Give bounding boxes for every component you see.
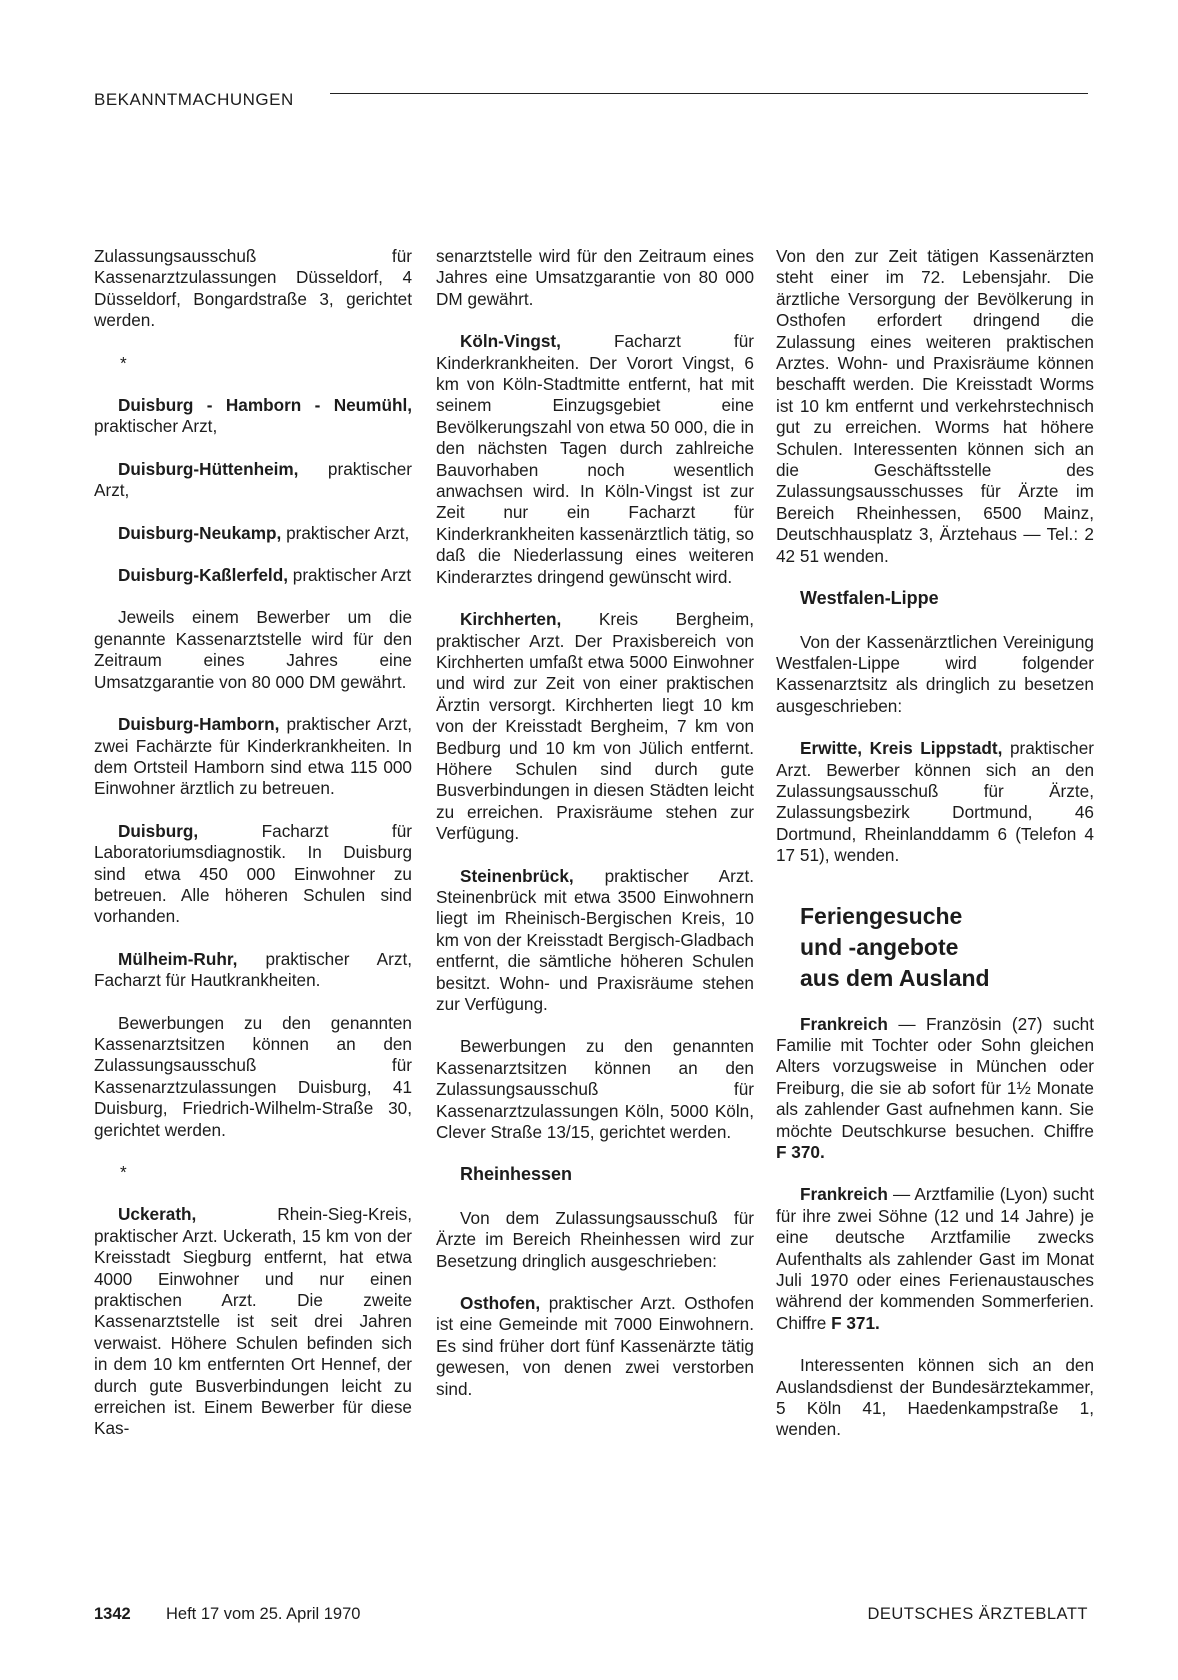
- column-2: [436, 246, 754, 1421]
- listing-text: praktischer Arzt, Facharzt für Hautkrankheiten.: [94, 948, 412, 991]
- listing-location: Duisburg-Neukamp,: [118, 522, 282, 543]
- classified-ad: [776, 1014, 1094, 1164]
- paragraph: Bewerbungen zu den genannten Kassenarztsitzen können an den Zulassungsausschuß für Kassenarztzulassungen Köln, 5000 Köln, Clever Straße 13/15, gerichtet werden.: [436, 1036, 754, 1143]
- ad-text: — Französin (27) sucht Familie mit Tochter oder Sohn gleichen Alters vorzugsweise in München oder Freiburg, die sie ab sofort für 1½ Monate als zahlender Gast aufnehmen kann. Sie möchte Deutschkurse besuchen. Chiffre: [776, 1013, 1094, 1141]
- section-heading-line: aus dem Ausland: [800, 964, 990, 991]
- separator-star: *: [120, 352, 127, 373]
- listing-entry: [94, 565, 412, 586]
- paragraph: senarztstelle wird für den Zeitraum eines Jahres eine Umsatzgarantie von 80 000 DM gewährt.: [436, 246, 754, 309]
- column-3: [776, 246, 1094, 1462]
- paragraph: Jeweils einem Bewerber um die genannte Kassenarztstelle wird für den Zeitraum eines Jahres eine Umsatzgarantie von 80 000 DM gewährt.: [94, 607, 412, 692]
- journal-name: DEUTSCHES ÄRZTEBLATT: [867, 1605, 1088, 1623]
- listing-text: praktischer Arzt. Steinenbrück mit etwa 3500 Einwohnern liegt im Rheinisch-Bergischen Kreis, 10 km von der Kreisstadt Bergisch-Gladbach entfernt, die sämtliche höheren Schulen besitzt. Wohn- und Praxisräume stehen zur Verfügung.: [436, 865, 754, 1014]
- page-footer: [94, 1605, 1088, 1629]
- paragraph: Zulassungsausschuß für Kassenarztzulassungen Düsseldorf, 4 Düsseldorf, Bongardstraße 3, gerichtet werden.: [94, 246, 412, 331]
- separator-star: *: [120, 1162, 127, 1182]
- listing-text: Rhein-Sieg-Kreis, praktischer Arzt. Uckerath, 15 km von der Kreisstadt Siegburg entfernt, hat etwa 4000 Einwohner und nur einen praktischen Arzt. Die zweite Kassenarztstelle ist seit drei Jahren verwaist. Höhere Schulen befinden sich in dem 10 km entfernten Ort Hennef, der durch gute Busverbindungen leicht zu erreichen ist. Einem Bewerber für diese Kas-: [94, 1204, 412, 1439]
- paragraph: Bewerbungen zu den genannten Kassenarztsitzen können an den Zulassungsausschuß für Kassenarztzulassungen Duisburg, 41 Duisburg, Friedrich-Wilhelm-Straße 30, gerichtet werden.: [94, 1012, 412, 1140]
- classified-ad: [776, 1184, 1094, 1334]
- listing-entry: [436, 609, 754, 844]
- listing-location: Duisburg-Hüttenheim,: [118, 458, 299, 479]
- listing-entry: [94, 714, 412, 800]
- paragraph: Von den zur Zeit tätigen Kassenärzten steht einer im 72. Lebensjahr. Die ärztliche Versorgung der Bevölkerung in Osthofen erfordert dringend die Zulassung eines weiteren praktischen Arztes. Wohn- und Praxisräume können beschafft werden. Die Kreisstadt Worms ist 10 km entfernt und verkehrstechnisch gut zu erreichen. Worms hat höhere Schulen. Interessenten können sich an die Geschäftsstelle des Zulassungsausschusses für Ärzte im Bereich Rheinhessen, 6500 Mainz, Deutschhausplatz 3, Ärztehaus — Tel.: 2 42 51 wenden.: [776, 246, 1094, 566]
- listing-text: praktischer Arzt, zwei Fachärzte für Kinderkrankheiten. In dem Ortsteil Hamborn sind etwa 115 000 Einwohner ärztlich zu betreuen.: [94, 714, 412, 799]
- listing-entry: [94, 523, 412, 544]
- section-heading: [800, 901, 1094, 994]
- ad-code: F 370.: [776, 1142, 825, 1162]
- listing-text: praktischer Arzt. Osthofen ist eine Gemeinde mit 7000 Einwohnern. Es sind früher dort fünf Kassenärzte tätig gewesen, von denen zwei verstorben sind.: [436, 1293, 754, 1399]
- listing-text: praktischer Arzt,: [94, 416, 218, 437]
- listing-entry: [436, 866, 754, 1016]
- listing-location: Duisburg,: [118, 820, 199, 841]
- section-heading-line: und -angebote: [800, 933, 959, 960]
- paragraph: Von der Kassenärztlichen Vereinigung Westfalen-Lippe wird folgender Kassenarztsitz als dringlich zu besetzen ausgeschrieben:: [776, 631, 1094, 716]
- listing-location: Uckerath,: [118, 1204, 197, 1225]
- listing-text: Facharzt für Laboratoriumsdiagnostik. In Duisburg sind etwa 450 000 Einwohner zu betreuen. Alle höheren Schulen sind vorhanden.: [94, 820, 412, 927]
- listing-text: praktischer Arzt. Bewerber können sich an den Zulassungsausschuß für Ärzte, Zulassungsbezirk Dortmund, 46 Dortmund, Rheinlanddamm 6 (Telefon 4 17 51), wenden.: [776, 738, 1094, 866]
- ad-text: — Arztfamilie (Lyon) sucht für ihre zwei Söhne (12 und 14 Jahre) je eine deutsche Arztfamilie zwecks Aufenthalts als zahlender Gast im Monat Juli 1970 oder eines Ferienaustausches während der kommenden Sommerferien. Chiffre: [776, 1184, 1094, 1333]
- listing-entry: [436, 331, 754, 588]
- listing-text: praktischer Arzt: [287, 565, 412, 586]
- column-1: [94, 246, 412, 1461]
- listing-text: Facharzt für Kinderkrankheiten. Der Vorort Vingst, 6 km von Köln-Stadtmitte entfernt, hat mit seinem Einzugsgebiet eine Bevölkerungszahl von etwa 50 000, die in den nächsten Tagen durch zahlreiche Bauvorhaben noch wesentlich anwachsen wird. In Köln-Vingst ist zur Zeit nur ein Facharzt für Kinderkrankheiten kassenärztlich tätig, so daß die Niederlassung eines weiteren Kinderarztes dringend gewünscht wird.: [436, 331, 754, 587]
- listing-location: Steinenbrück,: [460, 865, 574, 886]
- listing-location: Duisburg-Kaßlerfeld,: [118, 565, 288, 586]
- listing-entry: [94, 395, 412, 438]
- listing-entry: [436, 1293, 754, 1400]
- listing-entry: [776, 738, 1094, 866]
- paragraph: Von dem Zulassungsausschuß für Ärzte im Bereich Rheinhessen wird zur Besetzung dringlich ausgeschrieben:: [436, 1207, 754, 1271]
- listing-location: Duisburg-Hamborn,: [118, 714, 280, 735]
- header-rule: [330, 93, 1088, 94]
- section-heading-line: Feriengesuche: [800, 902, 963, 929]
- region-heading: Rheinhessen: [460, 1164, 573, 1185]
- listing-location: Erwitte, Kreis Lippstadt,: [800, 738, 1003, 759]
- listing-entry: [94, 949, 412, 992]
- region-heading: Westfalen-Lippe: [800, 588, 939, 609]
- listing-location: Mülheim-Ruhr,: [118, 948, 238, 969]
- listing-location: Osthofen,: [460, 1293, 541, 1314]
- listing-location: Kirchherten,: [460, 609, 562, 630]
- listing-location: Duisburg - Hamborn - Neumühl,: [118, 395, 412, 416]
- listing-text: praktischer Arzt,: [94, 458, 412, 501]
- listing-text: praktischer Arzt,: [281, 522, 410, 543]
- paragraph: Interessenten können sich an den Auslandsdienst der Bundesärztekammer, 5 Köln 41, Haedenkampstraße 1, wenden.: [776, 1355, 1094, 1440]
- ad-code: F 371.: [831, 1312, 880, 1333]
- listing-entry: [94, 821, 412, 928]
- listing-location: Köln-Vingst,: [460, 331, 561, 352]
- listing-entry: [94, 459, 412, 502]
- page-number: 1342: [94, 1605, 131, 1623]
- page-header: [94, 86, 1088, 116]
- listing-entry: [94, 1204, 412, 1439]
- ad-country: Frankreich: [800, 1013, 888, 1034]
- listing-text: Kreis Bergheim, praktischer Arzt. Der Praxisbereich von Kirchherten umfaßt etwa 5000 Einwohner und wird zur Zeit von einer praktischen Ärztin versorgt. Kirchherten liegt 10 km von der Kreisstadt Bergheim, 7 km von Bedburg und 10 km von Jülich entfernt. Höhere Schulen sind durch gute Busverbindungen in diesen Städten leicht zu erreichen. Praxisräume stehen zur Verfügung.: [436, 609, 754, 844]
- section-title: BEKANNTMACHUNGEN: [94, 90, 294, 109]
- issue-info: Heft 17 vom 25. April 1970: [166, 1605, 361, 1623]
- ad-country: Frankreich: [800, 1184, 888, 1205]
